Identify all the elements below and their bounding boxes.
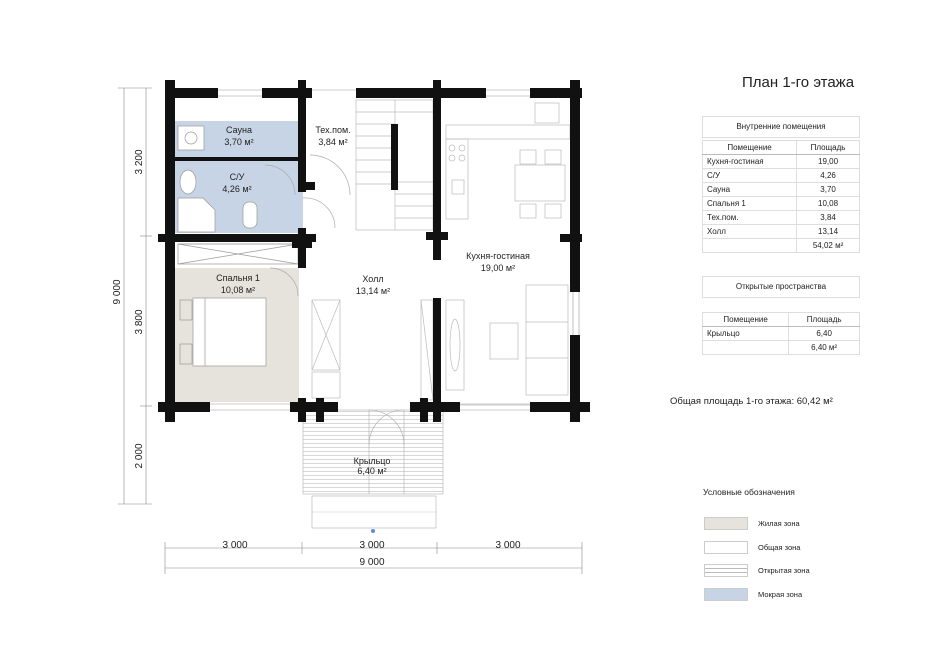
table-row: [703, 197, 860, 211]
legend-swatch-living: [704, 517, 748, 530]
outdoor-table-caption: Открытые пространства: [702, 276, 860, 298]
dim-bottom-total: 9 000: [359, 557, 385, 568]
header-area: Площадь: [797, 141, 860, 155]
legend-label-open: Открытая зона: [758, 566, 810, 575]
cell-room: Холл: [703, 225, 797, 239]
legend-label-common: Общая зона: [758, 543, 801, 552]
table-row: [703, 211, 860, 225]
dim-bottom-2: 3 000: [359, 540, 385, 551]
cell-area: 3,84: [797, 211, 860, 225]
hall-label: Холл: [362, 274, 384, 284]
header-area: Площадь: [789, 313, 860, 327]
table-header-row: [703, 313, 860, 327]
legend-label-wet: Мокрая зона: [758, 590, 803, 599]
table-row: [703, 169, 860, 183]
table-row: [703, 183, 860, 197]
total-area: Общая площадь 1-го этажа: 60,42 м²: [670, 396, 833, 407]
table-row: [703, 155, 860, 169]
header-room: Помещение: [703, 313, 789, 327]
cell-area: 3,70: [797, 183, 860, 197]
hall-area: 13,14 м²: [355, 286, 391, 296]
page-title: План 1-го этажа: [742, 74, 855, 91]
dim-bottom-3: 3 000: [495, 540, 521, 551]
bedroom-area: 10,08 м²: [220, 285, 256, 295]
table-header-row: [703, 141, 860, 155]
indoor-table-caption: Внутренние помещения: [702, 116, 860, 138]
table-row: [703, 327, 860, 341]
kitchen-area: 19,00 м²: [480, 263, 516, 273]
cell-total: 6,40 м²: [789, 341, 860, 355]
cell-room: Тех.пом.: [703, 211, 797, 225]
kitchen-label: Кухня-гостиная: [466, 251, 530, 261]
indoor-table: [702, 140, 860, 253]
dim-bottom-1: 3 000: [222, 540, 248, 551]
dim-left-bottom: 2 000: [134, 443, 145, 469]
bath-label: С/У: [229, 172, 245, 182]
legend-title: Условные обозначения: [703, 487, 795, 497]
entrance-marker: [371, 529, 375, 533]
cell-area: 19,00: [797, 155, 860, 169]
bedroom-label: Спальня 1: [216, 273, 260, 283]
outdoor-table: [702, 312, 860, 355]
hall-furniture: [312, 300, 433, 400]
porch-area: 6,40 м²: [357, 466, 387, 476]
tech-area: 3,84 м²: [318, 137, 348, 147]
cell-area: 4,26: [797, 169, 860, 183]
cell-empty: [703, 239, 797, 253]
cell-area: 10,08: [797, 197, 860, 211]
dim-left-top: 3 200: [134, 149, 145, 175]
legend-swatch-open: [704, 564, 748, 577]
cell-empty: [703, 341, 789, 355]
legend-swatch-wet: [704, 588, 748, 601]
header-room: Помещение: [703, 141, 797, 155]
dim-left-mid: 3 800: [134, 309, 145, 335]
porch-deck: [303, 410, 443, 494]
legend-label-living: Жилая зона: [758, 519, 800, 528]
cell-area: 6,40: [789, 327, 860, 341]
cell-room: Крыльцо: [703, 327, 789, 341]
table-total-row: [703, 341, 860, 355]
bath-area: 4,26 м²: [222, 184, 252, 194]
sauna-label: Сауна: [226, 125, 252, 135]
tech-label: Тех.пом.: [315, 125, 351, 135]
sauna-area: 3,70 м²: [224, 137, 254, 147]
table-row: [703, 225, 860, 239]
legend-swatch-common: [704, 541, 748, 554]
porch-label: Крыльцо: [353, 456, 391, 466]
dim-left-total: 9 000: [112, 279, 123, 305]
cell-total: 54,02 м²: [797, 239, 860, 253]
cell-room: Сауна: [703, 183, 797, 197]
cell-room: Спальня 1: [703, 197, 797, 211]
cell-room: С/У: [703, 169, 797, 183]
cell-area: 13,14: [797, 225, 860, 239]
table-total-row: [703, 239, 860, 253]
cell-room: Кухня-гостиная: [703, 155, 797, 169]
